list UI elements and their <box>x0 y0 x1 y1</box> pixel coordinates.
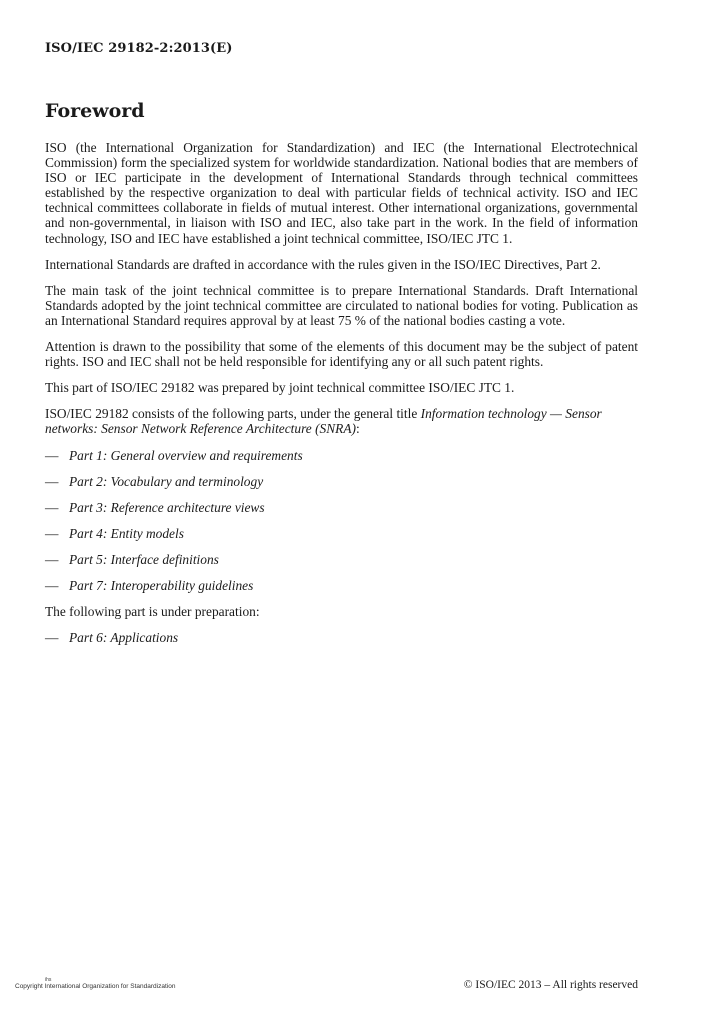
paragraph-prepared-by: This part of ISO/IEC 29182 was prepared by joint technical committee ISO/IEC JTC 1. <box>45 380 515 396</box>
paragraph-directives: International Standards are drafted in accordance with the rules given in the ISO/IEC Directives, Part 2. <box>45 256 601 272</box>
dash-bullet: — <box>45 499 59 515</box>
list-item <box>45 448 638 463</box>
list-item <box>45 552 638 567</box>
copyright-notice: Copyright International Organization for Standardization <box>15 983 176 990</box>
parts-list <box>45 448 638 593</box>
rights-reserved-notice: © ISO/IEC 2013 – All rights reserved <box>463 979 638 991</box>
part-title: Part 2: Vocabulary and terminology <box>69 473 264 489</box>
list-item <box>45 526 638 541</box>
foreword-body <box>45 140 638 656</box>
general-title: Information technology — Sensor networks: Sensor Network Reference Architecture (SNRA) <box>45 406 602 437</box>
parts-in-preparation-list <box>45 630 638 645</box>
dash-bullet: — <box>45 447 59 463</box>
paragraph-parts-intro <box>45 406 638 436</box>
document-identifier: ISO/IEC 29182-2:2013(E) <box>45 41 233 56</box>
page-title: Foreword <box>45 100 145 122</box>
list-item <box>45 474 638 489</box>
dash-bullet: — <box>45 473 59 489</box>
part-title: Part 1: General overview and requirements <box>69 447 303 463</box>
paragraph-under-preparation: The following part is under preparation: <box>45 603 260 619</box>
dash-bullet: — <box>45 551 59 567</box>
dash-bullet: — <box>45 577 59 593</box>
ihs-mark: ihs <box>45 977 52 983</box>
part-title: Part 3: Reference architecture views <box>69 499 265 515</box>
dash-bullet: — <box>45 525 59 541</box>
list-item <box>45 630 638 645</box>
paragraph-iso-iec-intro: ISO (the International Organization for Standardization) and IEC (the International Electrotechnical Commission) form the specialized system for worldwide standardization. National bodies that are members of ISO or IEC participate in the development of International Standards through technical committees established by the respective organization to deal with particular fields of technical activity. ISO and IEC technical committees collaborate in fields of mutual interest. Other international organizations, governmental and non-governmental, in liaison with ISO and IEC, also take part in the work. In the field of information technology, ISO and IEC have established a joint technical committee, ISO/IEC JTC 1. <box>45 140 638 246</box>
part-title: Part 7: Interoperability guidelines <box>69 577 254 593</box>
dash-bullet: — <box>45 629 59 645</box>
list-item <box>45 500 638 515</box>
parts-intro-prefix: ISO/IEC 29182 consists of the following parts, under the general title <box>45 406 421 422</box>
parts-intro-suffix: : <box>356 421 360 437</box>
paragraph-patent-rights: Attention is drawn to the possibility that some of the elements of this document may be the subject of patent rights. ISO and IEC shall not be held responsible for identifying any or all such patent rights. <box>45 339 638 370</box>
paragraph-main-task: The main task of the joint technical committee is to prepare International Standards. Draft International Standards adopted by the joint technical committee are circulated to national bodies for voting. Publication as an International Standard requires approval by at least 75 % of the national bodies casting a vote. <box>45 282 638 328</box>
part-title: Part 6: Applications <box>69 629 179 645</box>
part-title: Part 5: Interface definitions <box>69 551 219 567</box>
part-title: Part 4: Entity models <box>69 525 184 541</box>
list-item <box>45 578 638 593</box>
